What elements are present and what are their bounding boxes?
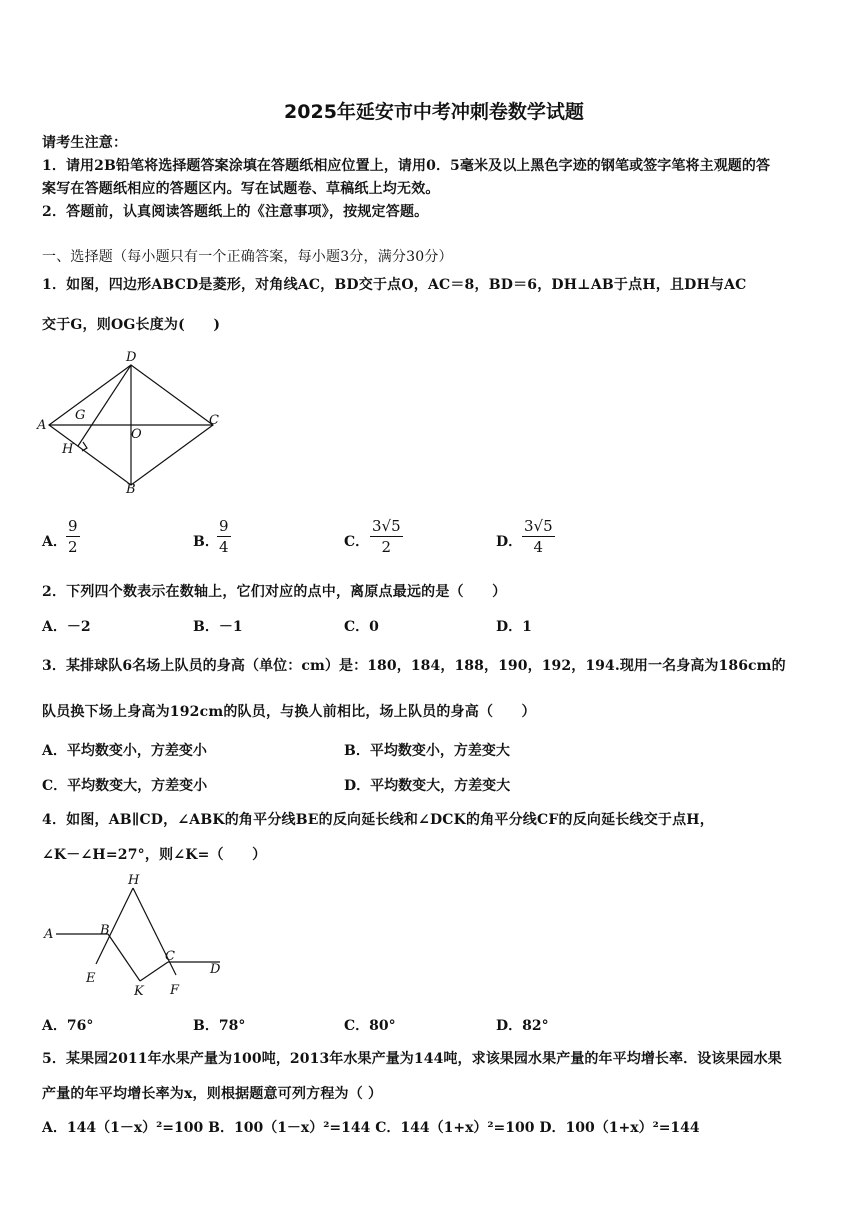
q4-label-k: K (134, 984, 144, 999)
q1-option-b-label: B． (193, 534, 219, 550)
q4-option-d: D．82° (496, 1018, 549, 1034)
q1-label-g: G (75, 408, 86, 423)
q1-option-c-label: C． (344, 534, 370, 550)
notice-item-1-line-1: 1．请用2B铅笔将选择题答案涂填在答题纸相应位置上，请用0．5毫米及以上黑色字迹的钢笔或签字笔将主观题的答 (42, 158, 771, 174)
q5-options: A．144（1－x）²=100 B．100（1－x）²=144 C．144（1+x）²=100 D．100（1+x）²=144 (42, 1120, 700, 1136)
q4-label-h: H (128, 873, 140, 888)
q1-option-a-label: A． (42, 534, 67, 550)
q4-label-b: B (100, 923, 110, 938)
q1-label-d: D (126, 350, 137, 365)
page-title: 2025年延安市中考冲刺卷数学试题 (284, 101, 584, 123)
q5-stem-line-1: 5．某果园2011年水果产量为100吨，2013年水果产量为144吨，求该果园水果产量的年平均增长率．设该果园水果 (42, 1051, 782, 1067)
q3-option-b: B．平均数变小，方差变大 (344, 743, 510, 759)
q2-option-b: B．－1 (193, 619, 243, 635)
q1-stem-line-2: 交于G，则OG长度为( ) (42, 317, 221, 333)
q3-option-d: D．平均数变大，方差变大 (344, 778, 511, 794)
q2-option-c: C．0 (344, 619, 379, 635)
q1-stem-line-1: 1．如图，四边形ABCD是菱形，对角线AC，BD交于点O，AC＝8，BD＝6，DH⊥AB于点H，且DH与AC (42, 277, 747, 293)
notice-heading: 请考生注意： (42, 135, 128, 151)
q4-option-b: B．78° (193, 1018, 246, 1034)
q2-stem: 2．下列四个数表示在数轴上，它们对应的点中，离原点最远的是（ ） (42, 584, 507, 600)
q4-label-e: E (86, 971, 96, 986)
q1-option-c-fraction: $\frac{3√5}{2}$ (372, 517, 401, 556)
q5-stem-line-2: 产量的年平均增长率为x，则根据题意可列方程为（ ） (42, 1086, 383, 1102)
q1-rhombus-figure (34, 345, 234, 495)
q4-option-a: A．76° (42, 1018, 94, 1034)
q1-option-d-fraction: $\frac{3√5}{4}$ (524, 517, 553, 556)
q4-label-d: D (210, 962, 221, 977)
q1-label-h: H (62, 442, 74, 457)
q1-option-a-fraction: $\frac{9}{2}$ (68, 517, 78, 556)
q4-label-c: C (165, 949, 175, 964)
q2-option-d: D．1 (496, 619, 532, 635)
q3-option-a: A．平均数变小，方差变小 (42, 743, 207, 759)
q1-label-o: O (131, 427, 142, 442)
q1-option-d-label: D． (496, 534, 523, 550)
q1-label-a: A (37, 418, 47, 433)
q4-label-f: F (170, 983, 180, 998)
q1-option-b-fraction: $\frac{9}{4}$ (219, 517, 229, 556)
q4-label-a: A (44, 927, 54, 942)
section-heading: 一、选择题（每小题只有一个正确答案，每小题3分，满分30分） (42, 249, 453, 265)
notice-item-1-line-2: 案写在答题纸相应的答题区内。写在试题卷、草稿纸上均无效。 (42, 181, 440, 197)
q4-stem-line-2: ∠K－∠H=27°，则∠K=（ ） (42, 847, 267, 863)
q1-label-b: B (126, 482, 136, 495)
q3-stem-line-2: 队员换下场上身高为192cm的队员，与换人前相比，场上队员的身高（ ） (42, 704, 536, 720)
q4-option-c: C．80° (344, 1018, 396, 1034)
q4-stem-line-1: 4．如图，AB∥CD，∠ABK的角平分线BE的反向延长线和∠DCK的角平分线CF的反向延长线交于点H， (42, 812, 714, 828)
q3-stem-line-1: 3．某排球队6名场上队员的身高（单位：cm）是：180，184，188，190，192，194.现用一名身高为186cm的 (42, 658, 786, 674)
q2-option-a: A．－2 (42, 619, 91, 635)
q1-label-c: C (209, 413, 219, 428)
notice-item-2: 2．答题前，认真阅读答题纸上的《注意事项》，按规定答题。 (42, 204, 429, 220)
q4-angle-figure (38, 868, 238, 1003)
q3-option-c: C．平均数变大，方差变小 (42, 778, 208, 794)
